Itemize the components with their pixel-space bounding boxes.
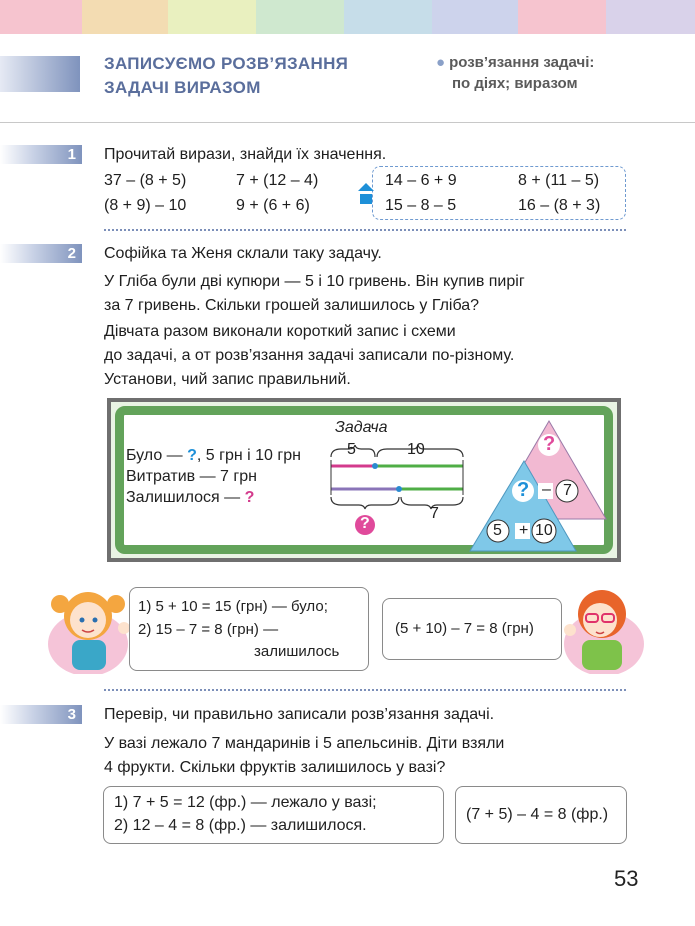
task-2-divider xyxy=(104,689,626,691)
sofia-solution-line-3: залишилось xyxy=(254,643,340,660)
task-3-solution-line-2: 2) 12 – 4 = 8 (фр.) — залишилося. xyxy=(114,817,367,834)
top-stripe-4 xyxy=(256,0,344,34)
chalkboard-inner xyxy=(115,406,613,554)
girl-sofia-illustration xyxy=(44,578,134,674)
task-3-solution-line-1: 1) 7 + 5 = 12 (фр.) — лежало у вазі; xyxy=(114,794,377,811)
segment-label-10: 10 xyxy=(407,441,425,458)
task-1-expr-r1-c1: 37 – (8 + 5) xyxy=(104,172,187,189)
zhenya-solution: (5 + 10) – 7 = 8 (грн) xyxy=(395,620,534,637)
task-2-note-line-3: Установи, чий запис правильний. xyxy=(104,371,351,388)
board-line-2: Витратив — 7 грн xyxy=(126,468,257,485)
segment-scheme xyxy=(329,445,479,545)
house-icon xyxy=(357,182,375,206)
board-short-note xyxy=(126,445,301,508)
top-stripe-8 xyxy=(606,0,695,34)
chalkboard xyxy=(107,398,621,562)
bullet-icon: ● xyxy=(436,54,446,71)
task-2-problem-line-1: У Гліба були дві купюри — 5 і 10 гривень. Він купив пиріг xyxy=(104,273,525,290)
topic-note xyxy=(436,52,594,94)
task-3-solution-by-steps xyxy=(103,786,444,844)
task-1-dashed-frame xyxy=(372,166,626,220)
task-2-problem-line-2: за 7 гривень. Скільки грошей залишилось у Гліба? xyxy=(104,297,480,314)
task-1-expr-r2-c2: 9 + (6 + 6) xyxy=(236,197,310,214)
triangle-plus: + xyxy=(519,522,529,539)
top-stripe-1 xyxy=(0,0,82,34)
task-1-number: 1 xyxy=(67,146,76,163)
sofia-solution-line-2: 2) 15 – 7 = 8 (грн) — xyxy=(138,621,279,638)
page-number: 53 xyxy=(614,866,639,891)
task-3-problem xyxy=(104,732,504,780)
header-bar xyxy=(0,56,80,92)
board-line-3-question: ? xyxy=(244,489,255,506)
board-line-1-a: Було — xyxy=(126,447,188,464)
task-1-expr-r2-c1: (8 + 9) – 10 xyxy=(104,197,187,214)
sofia-solution-bubble xyxy=(129,587,369,671)
task-3-number-bar xyxy=(0,705,82,724)
top-stripe-6 xyxy=(432,0,518,34)
top-stripe-3 xyxy=(168,0,256,34)
board-heading: Задача xyxy=(335,419,388,436)
top-stripe-7 xyxy=(518,0,606,34)
title-line-2: ЗАДАЧІ ВИРАЗОМ xyxy=(104,78,261,97)
task-1-expr-r1-c3: 14 – 6 + 9 xyxy=(385,172,457,189)
task-1-expr-r1-c2: 7 + (12 – 4) xyxy=(236,172,319,189)
header-divider xyxy=(0,122,695,123)
task-2-note-line-2: до задачі, а от розв’язання задачі записали по-різному. xyxy=(104,347,515,364)
topic-line-1: розв’язання задачі: xyxy=(449,54,595,71)
task-1-divider xyxy=(104,229,626,231)
top-stripe-2 xyxy=(82,0,168,34)
topic-line-2: по діях; виразом xyxy=(452,75,578,92)
triangle-seven: 7 xyxy=(563,482,572,499)
task-2-number: 2 xyxy=(67,245,76,262)
triangle-ten: 10 xyxy=(535,522,553,539)
girl-zhenya-illustration xyxy=(556,578,648,674)
task-3-solution-expr: (7 + 5) – 4 = 8 (фр.) xyxy=(466,806,609,823)
segment-question: ? xyxy=(360,515,370,532)
page-title xyxy=(104,52,348,100)
board-line-1-b: , 5 грн і 10 грн xyxy=(196,447,301,464)
task-3-problem-line-1: У вазі лежало 7 мандаринів і 5 апельсинів. Діти взяли xyxy=(104,735,505,752)
task-1-expr-r2-c3: 15 – 8 – 5 xyxy=(385,197,457,214)
task-1-expr-r1-c4: 8 + (11 – 5) xyxy=(518,172,600,189)
segment-label-7: 7 xyxy=(430,505,439,522)
board-line-3-a: Залишилося — xyxy=(126,489,245,506)
triangle-top-question: ? xyxy=(543,433,556,455)
title-line-1: ЗАПИСУЄМО РОЗВ’ЯЗАННЯ xyxy=(104,54,349,73)
task-1-expr-r2-c4: 16 – (8 + 3) xyxy=(518,197,601,214)
task-1-instruction: Прочитай вирази, знайди їх значення. xyxy=(104,146,387,163)
task-1-number-bar xyxy=(0,145,82,164)
task-2-number-bar xyxy=(0,244,82,263)
top-stripe-5 xyxy=(344,0,432,34)
triangle-five: 5 xyxy=(493,522,502,539)
task-3-solution-expression xyxy=(455,786,627,844)
task-3-problem-line-2: 4 фрукти. Скільки фруктів залишилось у вазі? xyxy=(104,759,446,776)
task-2-note-line-1: Дівчата разом виконали короткий запис і схеми xyxy=(104,323,456,340)
task-2-intro: Софійка та Женя склали таку задачу. xyxy=(104,245,382,262)
task-3-number: 3 xyxy=(67,706,76,723)
task-2-problem xyxy=(104,270,525,318)
triangle-mid-question: ? xyxy=(517,479,530,501)
sofia-solution-line-1: 1) 5 + 10 = 15 (грн) — було; xyxy=(138,598,328,615)
task-3-instruction: Перевір, чи правильно записали розв’язання задачі. xyxy=(104,706,495,723)
task-2-note xyxy=(104,320,514,392)
triangle-minus: – xyxy=(542,481,551,498)
board-line-1-question: ? xyxy=(187,447,197,464)
zhenya-solution-bubble xyxy=(382,598,562,660)
segment-label-5: 5 xyxy=(347,441,356,458)
